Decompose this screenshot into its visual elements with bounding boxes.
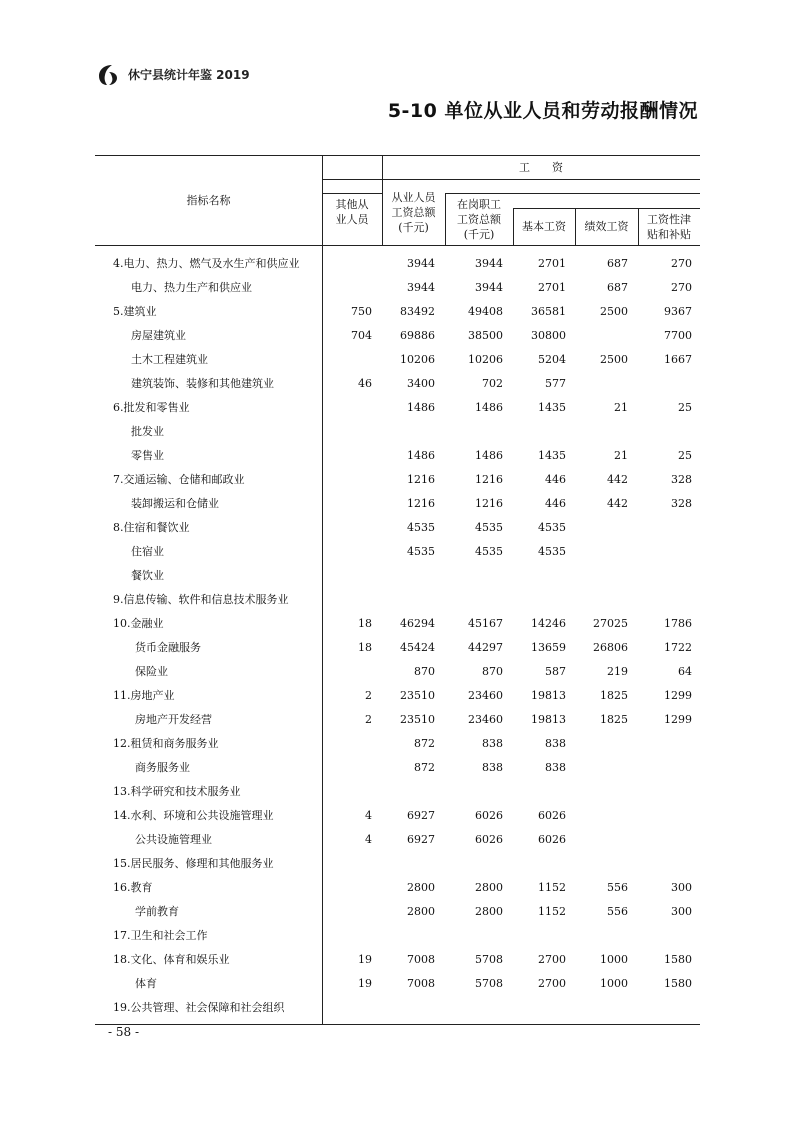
cell-performance-wage: 27025 xyxy=(593,617,628,630)
table-row xyxy=(95,324,700,348)
cell-total-wage: 83492 xyxy=(400,305,435,318)
row-label: 公共设施管理业 xyxy=(135,833,212,846)
cell-total-wage: 7008 xyxy=(407,977,435,990)
cell-performance-wage xyxy=(558,780,628,804)
cell-performance-wage: 1825 xyxy=(600,713,628,726)
cell-basic-wage: 5204 xyxy=(538,353,566,366)
cell-total-wage: 3944 xyxy=(407,257,435,270)
cell-total-wage: 46294 xyxy=(400,617,435,630)
row-label: 19.公共管理、社会保障和社会组织 xyxy=(113,1001,285,1014)
cell-total-wage: 1216 xyxy=(407,497,435,510)
cell-total-wage: 1216 xyxy=(407,473,435,486)
cell-other-staff: 18 xyxy=(358,641,372,654)
header-total-wage: 从业人员 工资总额 (千元) xyxy=(391,190,436,234)
cell-allowance: 1299 xyxy=(664,689,692,702)
cell-allowance xyxy=(622,540,692,564)
cell-other-staff: 46 xyxy=(358,377,372,390)
cell-onpost-wage: 49408 xyxy=(468,305,503,318)
cell-allowance xyxy=(622,516,692,540)
cell-allowance: 270 xyxy=(671,281,692,294)
cell-basic-wage xyxy=(496,420,566,444)
table-row xyxy=(95,852,700,876)
cell-allowance xyxy=(622,924,692,948)
cell-onpost-wage: 45167 xyxy=(468,617,503,630)
cell-allowance: 7700 xyxy=(664,329,692,342)
cell-onpost-wage xyxy=(433,564,503,588)
row-label: 餐饮业 xyxy=(131,569,164,582)
cell-basic-wage xyxy=(496,564,566,588)
cell-allowance: 270 xyxy=(671,257,692,270)
header-other-staff: 其他从 业人员 xyxy=(335,198,369,226)
cell-allowance: 1580 xyxy=(664,977,692,990)
cell-other-staff xyxy=(302,516,372,540)
table-row xyxy=(95,924,700,948)
cell-basic-wage: 2700 xyxy=(538,953,566,966)
cell-basic-wage xyxy=(496,588,566,612)
row-label: 14.水利、环境和公共设施管理业 xyxy=(113,809,274,822)
cell-basic-wage xyxy=(496,852,566,876)
cell-total-wage: 7008 xyxy=(407,953,435,966)
cell-basic-wage xyxy=(496,996,566,1020)
row-label: 住宿业 xyxy=(131,545,164,558)
cell-allowance: 328 xyxy=(671,497,692,510)
table-row xyxy=(95,444,700,468)
cell-onpost-wage: 38500 xyxy=(468,329,503,342)
cell-onpost-wage: 3944 xyxy=(475,281,503,294)
cell-allowance xyxy=(622,804,692,828)
cell-basic-wage: 2701 xyxy=(538,257,566,270)
table-body xyxy=(95,252,700,1020)
cell-other-staff xyxy=(302,276,372,300)
cell-total-wage: 2800 xyxy=(407,881,435,894)
row-label: 货币金融服务 xyxy=(135,641,201,654)
cell-other-staff: 2 xyxy=(365,689,372,702)
cell-total-wage xyxy=(365,564,435,588)
cell-basic-wage: 6026 xyxy=(538,809,566,822)
cell-basic-wage: 4535 xyxy=(538,545,566,558)
cell-other-staff xyxy=(302,924,372,948)
cell-allowance: 9367 xyxy=(664,305,692,318)
cell-other-staff xyxy=(302,396,372,420)
cell-total-wage: 10206 xyxy=(400,353,435,366)
cell-performance-wage xyxy=(558,420,628,444)
yearbook-logo-icon xyxy=(96,62,122,88)
table-row xyxy=(95,804,700,828)
cell-basic-wage xyxy=(496,924,566,948)
cell-allowance: 1580 xyxy=(664,953,692,966)
cell-total-wage: 23510 xyxy=(400,713,435,726)
cell-performance-wage: 1825 xyxy=(600,689,628,702)
cell-other-staff xyxy=(302,492,372,516)
cell-onpost-wage: 10206 xyxy=(468,353,503,366)
table-row xyxy=(95,900,700,924)
cell-allowance: 1299 xyxy=(664,713,692,726)
row-label: 6.批发和零售业 xyxy=(113,401,190,414)
cell-performance-wage: 2500 xyxy=(600,305,628,318)
row-label: 体育 xyxy=(135,977,157,990)
cell-performance-wage xyxy=(558,924,628,948)
cell-performance-wage: 687 xyxy=(607,281,628,294)
cell-basic-wage: 19813 xyxy=(531,713,566,726)
cell-performance-wage xyxy=(558,996,628,1020)
cell-total-wage: 23510 xyxy=(400,689,435,702)
table-row xyxy=(95,348,700,372)
row-label: 17.卫生和社会工作 xyxy=(113,929,208,942)
cell-performance-wage: 556 xyxy=(607,905,628,918)
table-row xyxy=(95,540,700,564)
cell-other-staff xyxy=(302,252,372,276)
cell-allowance: 1786 xyxy=(664,617,692,630)
cell-onpost-wage: 5708 xyxy=(475,953,503,966)
cell-onpost-wage xyxy=(433,924,503,948)
page-number: - 58 - xyxy=(108,1025,140,1039)
cell-total-wage: 1486 xyxy=(407,401,435,414)
cell-onpost-wage xyxy=(433,852,503,876)
cell-other-staff: 704 xyxy=(351,329,372,342)
cell-other-staff: 19 xyxy=(358,977,372,990)
row-label: 房地产开发经营 xyxy=(135,713,212,726)
cell-total-wage: 4535 xyxy=(407,521,435,534)
table-bottom-rule xyxy=(95,1024,700,1025)
cell-allowance xyxy=(622,372,692,396)
row-label: 8.住宿和餐饮业 xyxy=(113,521,190,534)
cell-onpost-wage: 1486 xyxy=(475,449,503,462)
cell-other-staff: 750 xyxy=(351,305,372,318)
cell-total-wage: 1486 xyxy=(407,449,435,462)
row-label: 电力、热力生产和供应业 xyxy=(131,281,252,294)
cell-basic-wage: 30800 xyxy=(531,329,566,342)
cell-performance-wage xyxy=(558,516,628,540)
table-row xyxy=(95,948,700,972)
cell-onpost-wage xyxy=(433,996,503,1020)
table-row xyxy=(95,684,700,708)
table-row xyxy=(95,300,700,324)
row-label: 4.电力、热力、燃气及水生产和供应业 xyxy=(113,257,300,270)
cell-onpost-wage: 3944 xyxy=(475,257,503,270)
table-row xyxy=(95,372,700,396)
cell-basic-wage: 13659 xyxy=(531,641,566,654)
row-label: 11.房地产业 xyxy=(113,689,175,702)
cell-onpost-wage: 6026 xyxy=(475,833,503,846)
cell-total-wage: 4535 xyxy=(407,545,435,558)
cell-onpost-wage: 4535 xyxy=(475,521,503,534)
cell-onpost-wage xyxy=(433,420,503,444)
cell-other-staff xyxy=(302,660,372,684)
cell-allowance xyxy=(622,756,692,780)
row-label: 7.交通运输、仓储和邮政业 xyxy=(113,473,245,486)
cell-allowance: 300 xyxy=(671,905,692,918)
cell-allowance: 300 xyxy=(671,881,692,894)
cell-basic-wage: 4535 xyxy=(538,521,566,534)
cell-onpost-wage: 23460 xyxy=(468,689,503,702)
cell-total-wage: 6927 xyxy=(407,833,435,846)
cell-basic-wage: 2700 xyxy=(538,977,566,990)
cell-total-wage: 872 xyxy=(414,761,435,774)
cell-onpost-wage: 870 xyxy=(482,665,503,678)
cell-basic-wage xyxy=(496,780,566,804)
cell-other-staff: 2 xyxy=(365,713,372,726)
row-label: 15.居民服务、修理和其他服务业 xyxy=(113,857,274,870)
data-table xyxy=(95,155,700,1025)
table-row xyxy=(95,252,700,276)
row-label: 土木工程建筑业 xyxy=(131,353,208,366)
cell-other-staff xyxy=(302,852,372,876)
cell-onpost-wage: 838 xyxy=(482,761,503,774)
cell-other-staff xyxy=(302,732,372,756)
cell-total-wage xyxy=(365,588,435,612)
cell-performance-wage xyxy=(558,324,628,348)
table-row xyxy=(95,612,700,636)
cell-performance-wage xyxy=(558,540,628,564)
cell-other-staff xyxy=(302,444,372,468)
cell-basic-wage: 19813 xyxy=(531,689,566,702)
cell-total-wage: 3400 xyxy=(407,377,435,390)
cell-onpost-wage: 1486 xyxy=(475,401,503,414)
cell-basic-wage: 577 xyxy=(545,377,566,390)
cell-basic-wage: 1152 xyxy=(538,881,566,894)
cell-total-wage: 6927 xyxy=(407,809,435,822)
cell-total-wage: 3944 xyxy=(407,281,435,294)
cell-performance-wage: 2500 xyxy=(600,353,628,366)
cell-other-staff: 4 xyxy=(365,809,372,822)
cell-basic-wage: 2701 xyxy=(538,281,566,294)
cell-allowance xyxy=(622,852,692,876)
table-row xyxy=(95,660,700,684)
row-label: 零售业 xyxy=(131,449,164,462)
cell-total-wage xyxy=(365,924,435,948)
cell-onpost-wage: 6026 xyxy=(475,809,503,822)
table-row xyxy=(95,492,700,516)
cell-basic-wage: 36581 xyxy=(531,305,566,318)
cell-other-staff: 19 xyxy=(358,953,372,966)
header-basic-wage: 基本工资 xyxy=(522,220,566,233)
cell-onpost-wage: 1216 xyxy=(475,473,503,486)
header-indicator: 指标名称 xyxy=(186,193,231,207)
cell-performance-wage xyxy=(558,828,628,852)
cell-total-wage xyxy=(365,996,435,1020)
table-row xyxy=(95,708,700,732)
yearbook-title: 休宁县统计年鉴 2019 xyxy=(128,68,250,82)
cell-allowance: 64 xyxy=(678,665,692,678)
cell-allowance xyxy=(622,996,692,1020)
cell-performance-wage: 442 xyxy=(607,473,628,486)
row-label: 5.建筑业 xyxy=(113,305,157,318)
cell-other-staff xyxy=(302,540,372,564)
header-performance-wage: 绩效工资 xyxy=(584,220,629,233)
cell-basic-wage: 6026 xyxy=(538,833,566,846)
row-label: 装卸搬运和仓储业 xyxy=(131,497,219,510)
cell-basic-wage: 1435 xyxy=(538,401,566,414)
cell-performance-wage xyxy=(558,756,628,780)
row-label: 9.信息传输、软件和信息技术服务业 xyxy=(113,593,289,606)
header-allowance: 工资性津 贴和补贴 xyxy=(647,212,691,241)
cell-performance-wage xyxy=(558,852,628,876)
cell-total-wage: 870 xyxy=(414,665,435,678)
cell-allowance xyxy=(622,732,692,756)
cell-onpost-wage: 23460 xyxy=(468,713,503,726)
cell-other-staff xyxy=(302,900,372,924)
cell-allowance xyxy=(622,564,692,588)
header-onpost-wage: 在岗职工 工资总额 (千元) xyxy=(457,197,501,241)
table-row xyxy=(95,876,700,900)
cell-performance-wage xyxy=(558,804,628,828)
cell-performance-wage: 219 xyxy=(607,665,628,678)
cell-performance-wage: 687 xyxy=(607,257,628,270)
cell-performance-wage: 21 xyxy=(614,449,628,462)
row-label: 房屋建筑业 xyxy=(131,329,186,342)
table-row xyxy=(95,468,700,492)
table-row xyxy=(95,756,700,780)
table-row xyxy=(95,636,700,660)
table-row xyxy=(95,828,700,852)
header-wage: 工 资 xyxy=(519,160,563,174)
cell-other-staff xyxy=(302,996,372,1020)
cell-allowance: 328 xyxy=(671,473,692,486)
cell-performance-wage: 26806 xyxy=(593,641,628,654)
cell-onpost-wage: 44297 xyxy=(468,641,503,654)
cell-performance-wage xyxy=(558,564,628,588)
cell-performance-wage xyxy=(558,588,628,612)
table-row xyxy=(95,564,700,588)
cell-basic-wage: 1435 xyxy=(538,449,566,462)
cell-allowance: 1667 xyxy=(664,353,692,366)
cell-onpost-wage: 4535 xyxy=(475,545,503,558)
cell-onpost-wage xyxy=(433,780,503,804)
cell-performance-wage: 1000 xyxy=(600,977,628,990)
table-row xyxy=(95,780,700,804)
cell-other-staff xyxy=(302,420,372,444)
cell-performance-wage: 21 xyxy=(614,401,628,414)
cell-onpost-wage: 2800 xyxy=(475,881,503,894)
cell-total-wage: 45424 xyxy=(400,641,435,654)
table-row xyxy=(95,276,700,300)
cell-other-staff xyxy=(302,780,372,804)
cell-other-staff xyxy=(302,876,372,900)
cell-allowance: 25 xyxy=(678,449,692,462)
cell-total-wage xyxy=(365,420,435,444)
row-label: 保险业 xyxy=(135,665,168,678)
cell-onpost-wage: 5708 xyxy=(475,977,503,990)
cell-total-wage xyxy=(365,780,435,804)
row-label: 10.金融业 xyxy=(113,617,164,630)
cell-total-wage: 872 xyxy=(414,737,435,750)
cell-basic-wage: 587 xyxy=(545,665,566,678)
cell-other-staff: 4 xyxy=(365,833,372,846)
cell-allowance xyxy=(622,780,692,804)
cell-onpost-wage: 838 xyxy=(482,737,503,750)
cell-allowance xyxy=(622,588,692,612)
row-label: 12.租赁和商务服务业 xyxy=(113,737,219,750)
cell-basic-wage: 446 xyxy=(545,497,566,510)
row-label: 13.科学研究和技术服务业 xyxy=(113,785,241,798)
cell-onpost-wage: 702 xyxy=(482,377,503,390)
table-row xyxy=(95,588,700,612)
cell-performance-wage: 442 xyxy=(607,497,628,510)
row-label: 批发业 xyxy=(131,425,164,438)
cell-other-staff xyxy=(302,588,372,612)
row-label: 建筑装饰、装修和其他建筑业 xyxy=(131,377,274,390)
cell-other-staff xyxy=(302,468,372,492)
table-row xyxy=(95,732,700,756)
table-row xyxy=(95,396,700,420)
table-row xyxy=(95,972,700,996)
header-bottom-rule xyxy=(95,245,700,246)
cell-allowance xyxy=(622,420,692,444)
cell-performance-wage xyxy=(558,372,628,396)
cell-other-staff xyxy=(302,348,372,372)
cell-basic-wage: 14246 xyxy=(531,617,566,630)
cell-performance-wage: 1000 xyxy=(600,953,628,966)
row-label: 学前教育 xyxy=(135,905,179,918)
cell-allowance: 1722 xyxy=(664,641,692,654)
row-label: 18.文化、体育和娱乐业 xyxy=(113,953,230,966)
cell-onpost-wage: 2800 xyxy=(475,905,503,918)
cell-allowance xyxy=(622,828,692,852)
table-row xyxy=(95,516,700,540)
cell-basic-wage: 446 xyxy=(545,473,566,486)
cell-allowance: 25 xyxy=(678,401,692,414)
cell-total-wage xyxy=(365,852,435,876)
row-label: 16.教育 xyxy=(113,881,153,894)
cell-performance-wage: 556 xyxy=(607,881,628,894)
cell-onpost-wage xyxy=(433,588,503,612)
table-row xyxy=(95,420,700,444)
row-label: 商务服务业 xyxy=(135,761,190,774)
cell-onpost-wage: 1216 xyxy=(475,497,503,510)
cell-basic-wage: 838 xyxy=(545,737,566,750)
cell-basic-wage: 838 xyxy=(545,761,566,774)
page-title: 5-10 单位从业人员和劳动报酬情况 xyxy=(387,100,698,122)
cell-other-staff: 18 xyxy=(358,617,372,630)
cell-other-staff xyxy=(302,756,372,780)
cell-performance-wage xyxy=(558,732,628,756)
table-row xyxy=(95,996,700,1020)
cell-other-staff xyxy=(302,564,372,588)
cell-total-wage: 69886 xyxy=(400,329,435,342)
cell-basic-wage: 1152 xyxy=(538,905,566,918)
cell-total-wage: 2800 xyxy=(407,905,435,918)
